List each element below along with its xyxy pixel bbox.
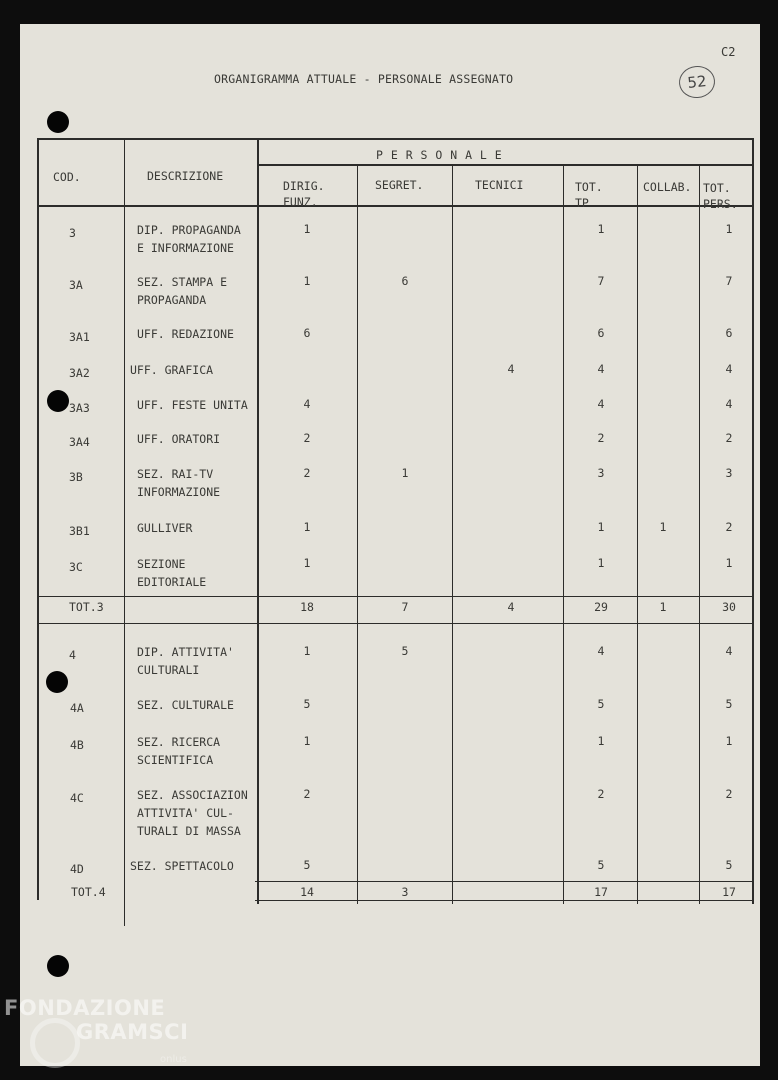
header-tecnici: TECNICI bbox=[475, 178, 524, 192]
col-divider-cod bbox=[124, 138, 125, 926]
total-segret-cell: 7 bbox=[401, 600, 409, 614]
tot-tp-cell: 6 bbox=[597, 326, 605, 340]
table-right-border bbox=[752, 138, 754, 904]
total-cod-cell: TOT.4 bbox=[71, 885, 106, 899]
personale-divider bbox=[257, 164, 753, 166]
description-line: SEZ. RICERCA bbox=[137, 735, 221, 749]
cod-cell: 4A bbox=[70, 701, 84, 715]
tot-tp-cell: 5 bbox=[597, 697, 605, 711]
dirig-cell: 2 bbox=[303, 466, 311, 480]
dirig-cell: 5 bbox=[303, 697, 311, 711]
dirig-cell: 1 bbox=[303, 734, 311, 748]
dirig-cell: 1 bbox=[303, 222, 311, 236]
description-line: SCIENTIFICA bbox=[137, 753, 214, 767]
header-segret: SEGRET. bbox=[375, 178, 424, 192]
dirig-cell: 2 bbox=[303, 431, 311, 445]
tot-pers-cell: 2 bbox=[725, 431, 733, 445]
description-line: GULLIVER bbox=[137, 521, 193, 535]
description-line: EDITORIALE bbox=[137, 575, 207, 589]
segret-cell: 5 bbox=[401, 644, 409, 658]
header-tot-tp: TOT. TP bbox=[575, 180, 603, 210]
col-divider-collab bbox=[699, 165, 700, 904]
tot-pers-cell: 4 bbox=[725, 644, 733, 658]
cod-cell: 3A3 bbox=[69, 401, 90, 415]
total-dirig-cell: 18 bbox=[300, 600, 314, 614]
cod-cell: 3A1 bbox=[69, 330, 90, 344]
header-dirig-funz: DIRIG. FUNZ. bbox=[283, 179, 325, 209]
tot-pers-cell: 1 bbox=[725, 734, 733, 748]
watermark-subtitle: onlus bbox=[160, 1054, 187, 1065]
segret-cell: 1 bbox=[401, 466, 409, 480]
dirig-cell: 1 bbox=[303, 520, 311, 534]
cod-cell: 4C bbox=[70, 791, 84, 805]
dirig-cell: 1 bbox=[303, 556, 311, 570]
tot-tp-cell: 4 bbox=[597, 397, 605, 411]
total-3-bottom-border bbox=[37, 623, 754, 624]
header-personale: P E R S O N A L E bbox=[376, 148, 503, 162]
page-title: ORGANIGRAMMA ATTUALE - PERSONALE ASSEGNATO bbox=[214, 72, 514, 86]
description-line: TURALI DI MASSA bbox=[137, 824, 241, 838]
tot-pers-cell: 2 bbox=[725, 787, 733, 801]
tot-tp-cell: 7 bbox=[597, 274, 605, 288]
punch-hole bbox=[47, 390, 69, 412]
description-line: SEZ. SPETTACOLO bbox=[130, 859, 234, 873]
description-line: SEZ. STAMPA E bbox=[137, 275, 228, 289]
total-4-bottom-border bbox=[255, 900, 753, 901]
dirig-cell: 2 bbox=[303, 787, 311, 801]
tot-pers-cell: 4 bbox=[725, 362, 733, 376]
tot-pers-cell: 4 bbox=[725, 397, 733, 411]
punch-hole bbox=[46, 671, 68, 693]
total-tot-tp-cell: 17 bbox=[594, 885, 608, 899]
tot-pers-cell: 2 bbox=[725, 520, 733, 534]
dirig-cell: 1 bbox=[303, 644, 311, 658]
tecnici-cell: 4 bbox=[507, 362, 515, 376]
tot-tp-cell: 1 bbox=[597, 734, 605, 748]
cod-cell: 3B1 bbox=[69, 524, 90, 538]
watermark-logo: FONDAZIONE GRAMSCI bbox=[4, 996, 189, 1044]
tot-pers-cell: 7 bbox=[725, 274, 733, 288]
punch-hole bbox=[47, 955, 69, 977]
watermark-g-icon bbox=[30, 1018, 80, 1068]
tot-tp-cell: 4 bbox=[597, 644, 605, 658]
cod-cell: 4D bbox=[70, 862, 84, 876]
table-top-border bbox=[37, 138, 754, 140]
header-bottom-border bbox=[37, 205, 754, 207]
collab-cell: 1 bbox=[659, 520, 667, 534]
description-line: SEZ. CULTURALE bbox=[137, 698, 234, 712]
col-divider-tecnici bbox=[563, 165, 564, 904]
dirig-cell: 6 bbox=[303, 326, 311, 340]
dirig-cell: 4 bbox=[303, 397, 311, 411]
total-segret-cell: 3 bbox=[401, 885, 409, 899]
description-line: PROPAGANDA bbox=[137, 293, 207, 307]
header-tot-pers: TOT. PERS. bbox=[703, 181, 738, 211]
description-line: E INFORMAZIONE bbox=[137, 241, 234, 255]
total-collab-cell: 1 bbox=[659, 600, 667, 614]
cod-cell: 4 bbox=[69, 648, 76, 662]
header-cod: COD. bbox=[53, 170, 81, 184]
cod-cell: 3A bbox=[69, 278, 83, 292]
description-line: UFF. REDAZIONE bbox=[137, 327, 234, 341]
tot-tp-cell: 4 bbox=[597, 362, 605, 376]
tot-tp-cell: 5 bbox=[597, 858, 605, 872]
col-divider-dirig bbox=[357, 165, 358, 904]
cod-cell: 3C bbox=[69, 560, 83, 574]
dirig-cell: 1 bbox=[303, 274, 311, 288]
description-line: UFF. FESTE UNITA bbox=[137, 398, 248, 412]
col-divider-desc bbox=[257, 138, 259, 904]
segret-cell: 6 bbox=[401, 274, 409, 288]
header-collab: COLLAB. bbox=[643, 180, 692, 194]
total-cod-cell: TOT.3 bbox=[69, 600, 104, 614]
description-line: DIP. PROPAGANDA bbox=[137, 223, 241, 237]
cod-cell: 3A2 bbox=[69, 366, 90, 380]
tot-tp-cell: 1 bbox=[597, 556, 605, 570]
description-line: SEZ. ASSOCIAZION bbox=[137, 788, 248, 802]
header-descrizione: DESCRIZIONE bbox=[147, 169, 224, 183]
total-tot-pers-cell: 30 bbox=[722, 600, 736, 614]
total-tecnici-cell: 4 bbox=[507, 600, 515, 614]
description-line: INFORMAZIONE bbox=[137, 485, 221, 499]
tot-tp-cell: 1 bbox=[597, 222, 605, 236]
description-line: UFF. GRAFICA bbox=[130, 363, 214, 377]
col-divider-tottp bbox=[637, 165, 638, 904]
total-4-top-border bbox=[255, 881, 753, 882]
cod-cell: 4B bbox=[70, 738, 84, 752]
dirig-cell: 5 bbox=[303, 858, 311, 872]
tot-tp-cell: 2 bbox=[597, 787, 605, 801]
description-line: CULTURALI bbox=[137, 663, 200, 677]
tot-pers-cell: 1 bbox=[725, 556, 733, 570]
tot-pers-cell: 6 bbox=[725, 326, 733, 340]
tot-pers-cell: 5 bbox=[725, 697, 733, 711]
page-number-stamp: 52 bbox=[677, 64, 716, 100]
tot-pers-cell: 5 bbox=[725, 858, 733, 872]
tot-pers-cell: 3 bbox=[725, 466, 733, 480]
table-left-border bbox=[37, 138, 39, 900]
tot-tp-cell: 2 bbox=[597, 431, 605, 445]
col-divider-segret bbox=[452, 165, 453, 904]
description-line: UFF. ORATORI bbox=[137, 432, 221, 446]
tot-tp-cell: 3 bbox=[597, 466, 605, 480]
total-tot-pers-cell: 17 bbox=[722, 885, 736, 899]
cod-cell: 3A4 bbox=[69, 435, 90, 449]
description-line: ATTIVITA' CUL- bbox=[137, 806, 234, 820]
cod-cell: 3B bbox=[69, 470, 83, 484]
total-dirig-cell: 14 bbox=[300, 885, 314, 899]
description-line: DIP. ATTIVITA' bbox=[137, 645, 234, 659]
punch-hole bbox=[47, 111, 69, 133]
tot-pers-cell: 1 bbox=[725, 222, 733, 236]
corner-code: C2 bbox=[721, 45, 736, 59]
cod-cell: 3 bbox=[69, 226, 76, 240]
total-tot-tp-cell: 29 bbox=[594, 600, 608, 614]
description-line: SEZIONE bbox=[137, 557, 186, 571]
description-line: SEZ. RAI-TV bbox=[137, 467, 214, 481]
tot-tp-cell: 1 bbox=[597, 520, 605, 534]
